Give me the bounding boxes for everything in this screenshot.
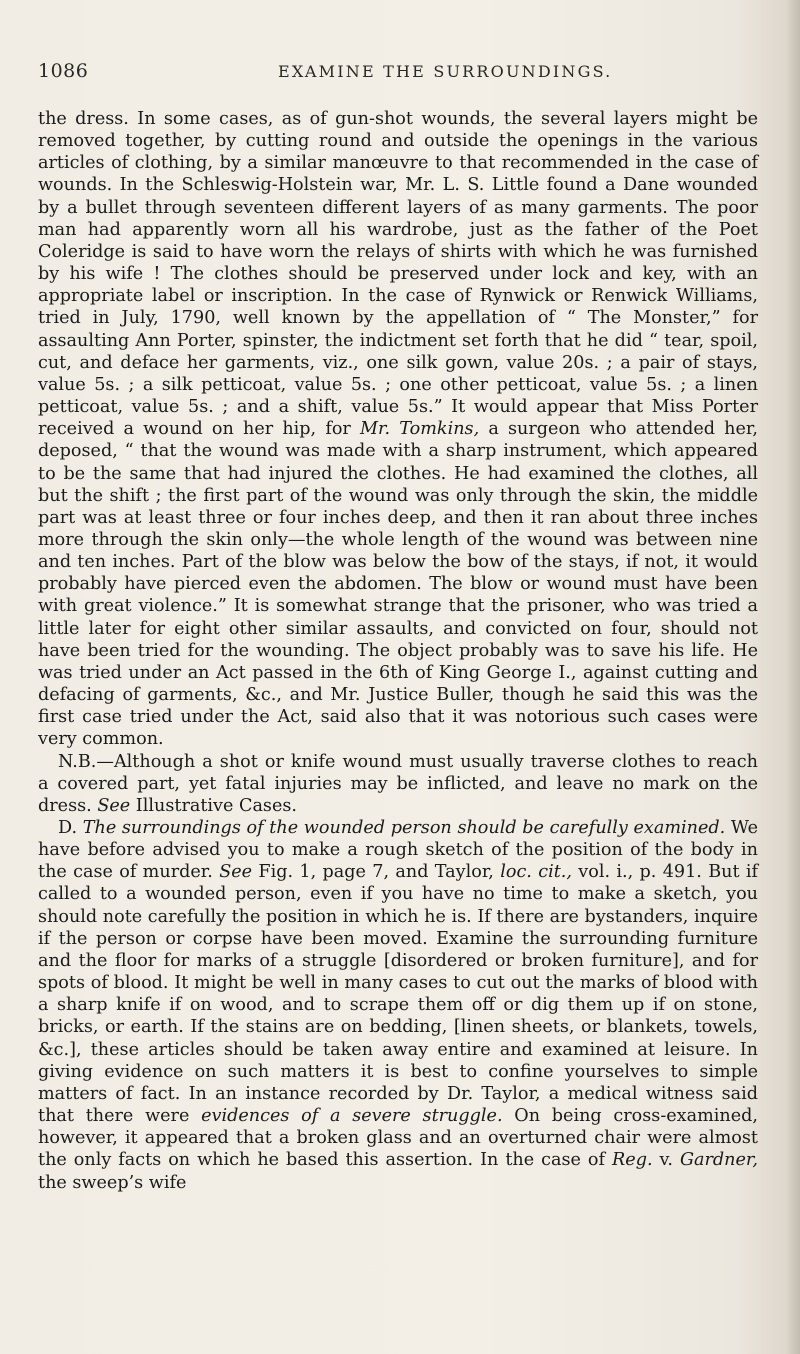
- text-run: N.B.—Although a shot or knife wound must usually traverse clothes to reach a covered part, yet fatal injuries may be inflicted, and leave no mark on the dress.: [38, 751, 758, 816]
- italic-run: Gardner,: [679, 1150, 758, 1171]
- paragraph-surroundings: [38, 817, 758, 1194]
- running-title: EXAMINE THE SURROUNDINGS.: [278, 62, 613, 81]
- text-run: D.: [58, 818, 83, 838]
- text-run: v.: [652, 1150, 680, 1171]
- text-run: a surgeon who attended her, deposed, “ that the wound was made with a sharp instrument, which appeared to be the same that had injured the clothes. He had examined the clothes, all but the shift ; the first part of the wound was only through the skin, the middle part was at least three or four inches deep, and then it ran about three inches more through the skin only—the whole length of the wound was between nine and ten inches. Part of the blow was below the bow of the stays, if not, it would probably have pierced even the abdomen. The blow or wound must have been with great violence.” It is somewhat strange that the prisoner, who was tried a little later for eight other similar assaults, and convicted on four, should not have been tried for the wounding. The object probably was to save his life. He was tried under an Act passed in the 6th of King George I., against cutting and defacing of garments, &c., and Mr. Justice Buller, though he said this was the first case tried under the Act, said also that it was notorious such cases were very common.: [38, 419, 758, 750]
- italic-run: Reg.: [612, 1150, 653, 1171]
- italic-run: See: [219, 862, 253, 883]
- italic-run: evidences of a severe struggle.: [201, 1106, 503, 1127]
- italic-run: Mr. Tomkins,: [360, 419, 480, 440]
- text-run: Illustrative Cases.: [130, 795, 297, 816]
- paragraph-nota-bene: [38, 751, 758, 817]
- text-run: the dress. In some cases, as of gun-shot wounds, the several layers might be removed together, by cutting round and outside the openings in the various articles of clothing, by a similar manœuvre to that recommended in the case of wounds. In the Schleswig-Holstein war, Mr. L. S. Little found a Dane wounded by a bullet through seventeen different layers of as many garments. The poor man had apparently worn all his wardrobe, just as the father of the Poet Coleridge is said to have worn the relays of shirts with which he was furnished by his wife ! The clothes should be preserved under lock and key, with an appropriate label or inscription. In the case of Rynwick or Renwick Williams, tried in July, 1790, well known by the appellation of “ The Monster,” for assaulting Ann Porter, spinster, the indictment set forth that he did “ tear, spoil, cut, and deface her garments, viz., one silk gown, value 20s. ; a pair of stays, value 5s. ; a silk petticoat, value 5s. ; one other petticoat, value 5s. ; a linen petticoat, value 5s. ; and a shift, value 5s.” It would appear that Miss Porter received a wound on her hip, for: [38, 109, 758, 440]
- body-text: [38, 108, 758, 1194]
- italic-run: See: [97, 795, 131, 816]
- page-edge-shadow: [786, 0, 800, 1354]
- text-run: the sweep’s wife: [38, 1172, 187, 1193]
- page-number: 1086: [38, 60, 89, 82]
- paragraph-dress-and-wounds: [38, 108, 758, 751]
- italic-heading-run: The surroundings of the wounded person should be carefully examined.: [82, 818, 726, 838]
- text-run: vol. i., p. 491. But if called to a wounded person, even if you have no time to make a sketch, you should note carefully the position in which he is. If there are bystanders, inquire if the person or corpse have been moved. Examine the surrounding furniture and the floor for marks of a struggle [disordered or broken furniture], and for spots of blood. It might be well in many cases to cut out the marks of blood with a sharp knife if on wood, and to scrape them off or dig them up if on stone, bricks, or earth. If the stains are on bedding, [linen sheets, or blankets, towels, &c.], these articles should be taken away entire and examined at leisure. In giving evidence on such matters it is best to confine yourselves to simple matters of fact. In an instance recorded by Dr. Taylor, a medical witness said that there were: [38, 862, 758, 1127]
- running-head: [38, 60, 750, 86]
- italic-run: loc. cit.,: [500, 862, 572, 883]
- text-run: We have before advised you to make a rough sketch of the position of the body in the case of murder.: [38, 818, 758, 883]
- text-run: On being cross-examined, however, it appeared that a broken glass and an overturned chair were almost the only facts on which he based this assertion. In the case of: [38, 1106, 758, 1171]
- text-run: Fig. 1, page 7, and Taylor,: [252, 862, 501, 883]
